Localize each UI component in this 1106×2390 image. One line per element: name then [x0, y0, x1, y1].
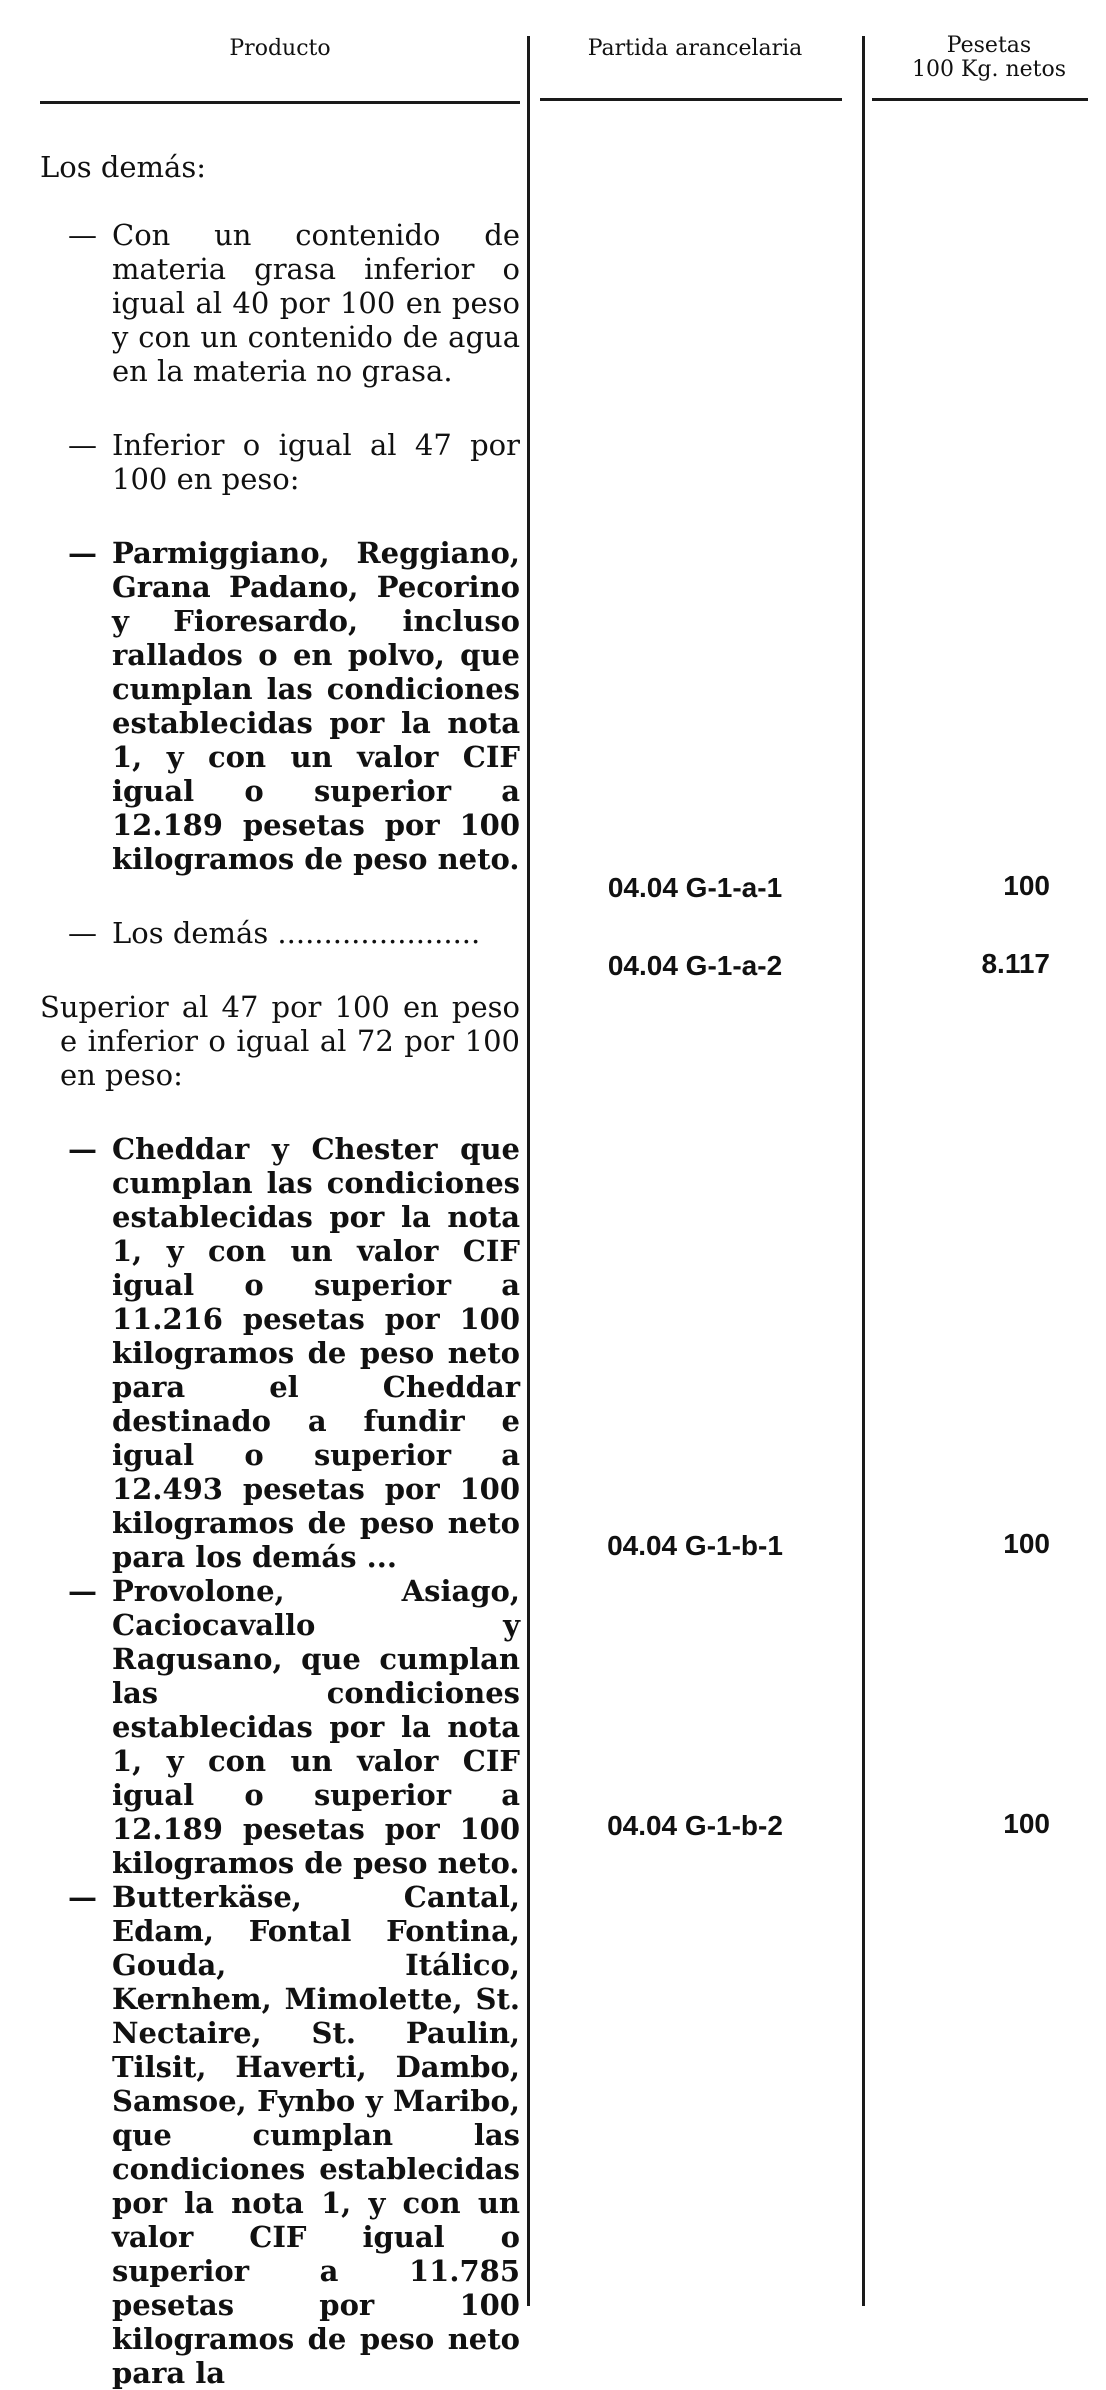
header-rule-pesetas	[872, 98, 1088, 101]
value-g1b2: 100	[1003, 1808, 1050, 1839]
value-g1b1: 100	[1003, 1528, 1050, 1559]
item-provolone: — Provolone, Asiago, Caciocavallo y Ragusano, que cumplan las condiciones establecidas por la nota 1, y con un valor CIF igual o superior a 12.189 pesetas por 100 kilogramos de peso neto.	[40, 1574, 520, 1880]
header-rule-producto	[40, 101, 520, 104]
value-g1a1: 100	[1003, 870, 1050, 901]
column-divider-left	[527, 36, 530, 2306]
product-description-column	[40, 150, 520, 2390]
item-contenido-grasa: — Con un contenido de materia grasa inferior o igual al 40 por 100 en peso y con un contenido de agua en la materia no grasa.	[40, 218, 520, 388]
item-parmiggiano: — Parmiggiano, Reggiano, Grana Padano, Pecorino y Fioresardo, incluso rallados o en polvo, que cumplan las condiciones establecidas por la nota 1, y con un valor CIF igual o superior a 12.189 pesetas por 100 kilogramos de peso neto.	[40, 536, 520, 876]
code-g1b2: 04.04 G-1-b-2	[607, 1810, 783, 1841]
item-butterkase: — Butterkäse, Cantal, Edam, Fontal Fontina, Gouda, Itálico, Kernhem, Mimolette, St. Nectaire, St. Paulin, Tilsit, Haverti, Dambo, Samsoe, Fynbo y Maribo, que cumplan las condiciones establecidas por la nota 1, y con un valor CIF igual o superior a 11.785 pesetas por 100 kilogramos de peso neto para la	[40, 1880, 520, 2390]
header-rule-partida	[540, 98, 842, 101]
code-g1a2: 04.04 G-1-a-2	[607, 950, 783, 981]
section-heading-superior-47: Superior al 47 por 100 en peso e inferior o igual al 72 por 100 en peso:	[40, 990, 520, 1092]
header-pesetas-line2: 100 Kg. netos	[911, 57, 1067, 82]
item-cheddar: — Cheddar y Chester que cumplan las condiciones establecidas por la nota 1, y con un valor CIF igual o superior a 11.216 pesetas por 100 kilogramos de peso neto para el Cheddar destinado a fundir e igual o superior a 12.493 pesetas por 100 kilogramos de peso neto para los demás ...	[40, 1132, 520, 1574]
section-heading-los-demas: Los demás:	[40, 150, 206, 184]
item-inferior-47: — Inferior o igual al 47 por 100 en peso:	[40, 428, 520, 496]
header-partida: Partida arancelaria	[587, 36, 803, 61]
code-g1b1: 04.04 G-1-b-1	[607, 1530, 783, 1561]
header-pesetas	[872, 34, 1106, 82]
value-g1a2: 8.117	[981, 948, 1050, 979]
column-divider-right	[862, 36, 865, 2306]
header-producto: Producto	[229, 36, 331, 61]
code-g1a1: 04.04 G-1-a-1	[607, 872, 783, 903]
item-los-demas: — Los demás ......................	[40, 916, 520, 950]
header-pesetas-line1: Pesetas	[946, 33, 1032, 58]
